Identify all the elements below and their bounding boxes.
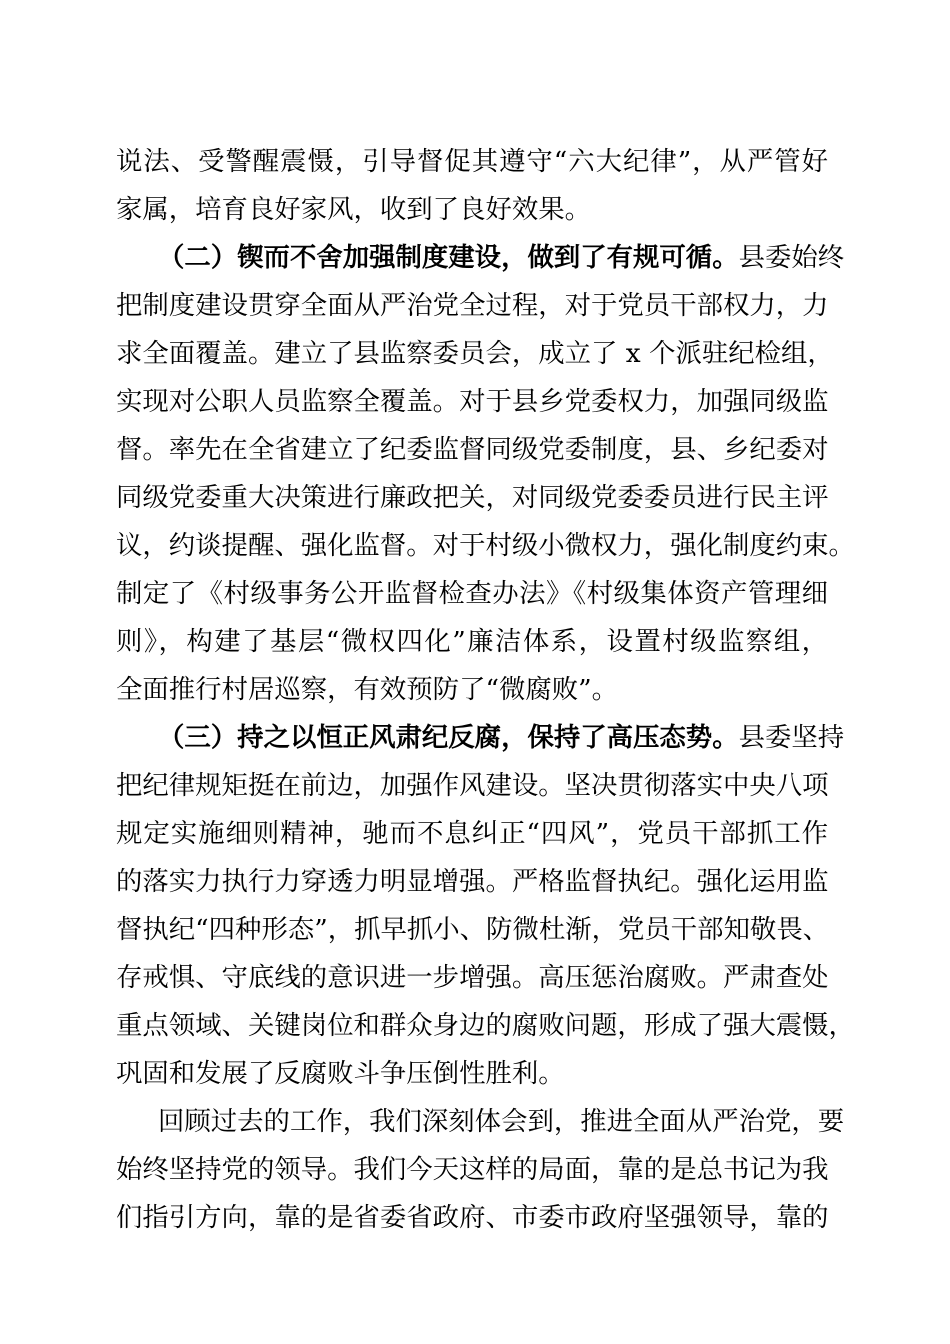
body-text-line: 巩固和发展了反腐败斗争压倒性胜利。 xyxy=(116,1058,565,1089)
body-text-line: 则》，构建了基层“微权四化”廉洁体系，设置村级监察组， xyxy=(116,626,828,657)
body-text-run: 县委坚持 xyxy=(738,722,845,753)
section-heading-line xyxy=(158,233,845,283)
body-text-line: 说法、受警醒震慑，引导督促其遵守“六大纪律”，从严管好 xyxy=(116,146,828,177)
body-text-line: 存戒惧、守底线的意识进一步增强。高压惩治腐败。严肃查处 xyxy=(116,962,829,993)
body-text-line: 把制度建设贯穿全面从严治党全过程，对于党员干部权力，力 xyxy=(116,290,829,321)
body-text-line: 的落实力执行力穿透力明显增强。严格监督执纪。强化运用监 xyxy=(116,866,829,897)
body-text-line: 制定了《村级事务公开监督检查办法》《村级集体资产管理细 xyxy=(116,578,828,609)
body-text-line: 实现对公职人员监察全覆盖。对于县乡党委权力，加强同级监 xyxy=(116,386,829,417)
body-text-line: 全面推行村居巡察，有效预防了“微腐败”。 xyxy=(116,674,619,705)
body-text-line: 回顾过去的工作，我们深刻体会到，推进全面从严治党，要 xyxy=(158,1106,845,1137)
section-heading-2: （二）锲而不舍加强制度建设，做到了有规可循。 xyxy=(158,242,739,273)
section-heading-3: （三）持之以恒正风肃纪反腐，保持了高压态势。 xyxy=(158,722,739,753)
body-text-line: 督执纪“四种形态”，抓早抓小、防微杜渐，党员干部知敬畏、 xyxy=(116,914,830,945)
body-text-line: 规定实施细则精神，驰而不息纠正“四风”，党员干部抓工作 xyxy=(116,818,828,849)
body-text-line: 求全面覆盖。建立了县监察委员会，成立了 x 个派驻纪检组， xyxy=(116,338,834,369)
body-text-line: 把纪律规矩挺在前边，加强作风建设。坚决贯彻落实中央八项 xyxy=(116,770,829,801)
section-heading-line xyxy=(158,713,845,763)
body-text-line: 始终坚持党的领导。我们今天这样的局面，靠的是总书记为我 xyxy=(116,1154,829,1185)
body-text-run: 县委始终 xyxy=(738,242,845,273)
body-text-line: 们指引方向，靠的是省委省政府、市委市政府坚强领导，靠的 xyxy=(116,1202,829,1233)
body-text-line: 议，约谈提醒、强化监督。对于村级小微权力，强化制度约束。 xyxy=(116,530,855,561)
body-text-line: 督。率先在全省建立了纪委监督同级党委制度，县、乡纪委对 xyxy=(116,434,829,465)
body-text-line: 同级党委重大决策进行廉政把关，对同级党委委员进行民主评 xyxy=(116,482,829,513)
body-text-line: 家属，培育良好家风，收到了良好效果。 xyxy=(116,194,592,225)
body-text-line: 重点领域、关键岗位和群众身边的腐败问题，形成了强大震慑， xyxy=(116,1010,855,1041)
